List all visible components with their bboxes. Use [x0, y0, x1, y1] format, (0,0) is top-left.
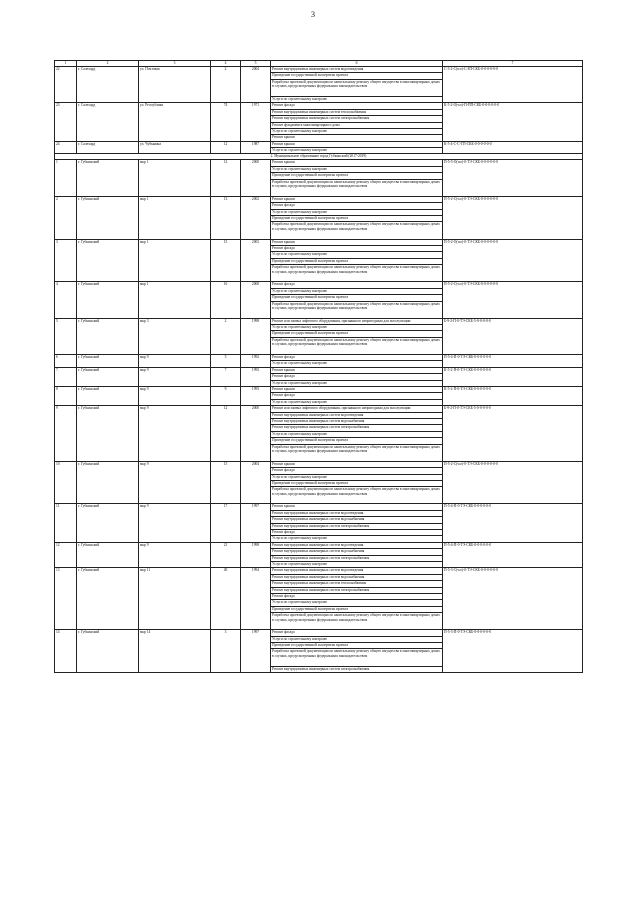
work-type-cell: Ремонт или замена лифтового оборудования, признанного непригодным для эксплуатации: [271, 406, 443, 412]
building-code: П-5-2-С(wo)-0-ТЭ-СКБ-0-0-0-0-0-0: [443, 461, 583, 504]
work-type-cell: Ремонт внутридомовых инженерных систем водоснабжения: [271, 549, 443, 555]
building-code: К-5-2-П-0-ТЭ-СКБ-0-0-0-0-0-0: [443, 387, 583, 406]
city-cell: г. Губкинский: [77, 355, 139, 368]
building-code: К-5-2-П-0-ТЭ-СКБ-0-0-0-0-0-0: [443, 367, 583, 386]
street-cell: мкр 14: [139, 630, 211, 673]
work-type-cell: Ремонт внутридомовых инженерных систем электроснабжения: [271, 587, 443, 593]
house-number: 74: [211, 103, 241, 141]
house-number: 5: [211, 355, 241, 368]
city-cell: г. Салехард: [77, 67, 139, 103]
work-type-cell: Ремонт крыши: [271, 141, 443, 147]
city-cell: г. Губкинский: [77, 196, 139, 239]
column-number-cell: 5: [241, 61, 271, 67]
work-type-cell: Проведение государственной экспертизы проекта: [271, 295, 443, 301]
work-type-cell: Ремонт внутридомовых инженерных систем водоотведения: [271, 542, 443, 548]
work-type-cell: Проведение государственной экспертизы проекта: [271, 331, 443, 337]
work-type-cell: Ремонт фасада: [271, 245, 443, 251]
work-type-cell: Услуги по строительному контролю: [271, 536, 443, 542]
build-year: 1997: [241, 630, 271, 673]
city-cell: г. Салехард: [77, 141, 139, 154]
building-code: П-5-3-С(wo)-0-ТЭ-СКБ-0-0-0-0-0-0: [443, 568, 583, 630]
work-type-cell: Ремонт внутридомовых инженерных систем электроснабжения: [271, 116, 443, 122]
work-type-cell: Услуги по строительному контролю: [271, 166, 443, 172]
row-number: 14: [55, 630, 77, 673]
work-type-cell: Разработка проектной документации по капитальному ремонту общего имущества в многоквартирных домах в случаях, предусмотренных федеральным законодательством: [271, 613, 443, 630]
street-cell: мкр 1: [139, 196, 211, 239]
house-number: 49: [211, 568, 241, 630]
work-type-cell: Услуги по строительному контролю: [271, 474, 443, 480]
building-code: П-5-3-П-0-ТЭ-СКБ-0-0-0-0-0-0: [443, 630, 583, 673]
house-number: 13: [211, 196, 241, 239]
building-code: К-5-4-С-С-ТП-СКБ-0-0-0-0-0-0: [443, 141, 583, 154]
row-number: 9: [55, 406, 77, 462]
building-code: П-5-2-О(wo)-0-ТЭ-СКБ-0-0-0-0-0-0: [443, 239, 583, 282]
city-cell: г. Губкинский: [77, 568, 139, 630]
build-year: 2000: [241, 160, 271, 196]
city-cell: г. Губкинский: [77, 630, 139, 673]
build-year: 1997: [241, 504, 271, 542]
work-type-cell: Ремонт крыши: [271, 387, 443, 393]
work-type-cell: Ремонт фасада: [271, 203, 443, 209]
work-type-cell: Ремонт крыши: [271, 196, 443, 202]
city-cell: г. Губкинский: [77, 387, 139, 406]
work-type-cell: Ремонт внутридомовых инженерных систем электроснабжения: [271, 555, 443, 561]
house-number: 9: [211, 387, 241, 406]
city-cell: г. Губкинский: [77, 406, 139, 462]
house-number: 17: [211, 504, 241, 542]
build-year: 2002: [241, 196, 271, 239]
row-number: 7: [55, 367, 77, 386]
work-type-cell: Услуги по строительному контролю: [271, 128, 443, 134]
row-number: 10: [55, 461, 77, 504]
street-cell: мкр 9: [139, 542, 211, 568]
building-code: Б-9-2-П-0-ТЭ-СКБ-5-0-0-0-0-0: [443, 318, 583, 354]
city-cell: г. Губкинский: [77, 542, 139, 568]
work-type-cell: Разработка проектной документации по капитальному ремонту общего имущества в многоквартирных домах в случаях, предусмотренных федеральным законодательством: [271, 179, 443, 196]
street-cell: мкр 9: [139, 355, 211, 368]
row-number: 23: [55, 103, 77, 141]
row-number: 24: [55, 141, 77, 154]
street-cell: мкр 9: [139, 406, 211, 462]
work-type-cell: Ремонт внутридомовых инженерных систем водоснабжения: [271, 517, 443, 523]
work-type-cell: Ремонт внутридомовых инженерных систем теплоснабжения: [271, 109, 443, 115]
work-type-cell: Ремонт внутридомовых инженерных систем водоотведения: [271, 412, 443, 418]
work-type-cell: Ремонт внутридомовых инженерных систем водоотведения: [271, 67, 443, 73]
city-cell: г. Губкинский: [77, 367, 139, 386]
work-type-cell: Проведение государственной экспертизы проекта: [271, 73, 443, 79]
work-type-cell: Услуги по строительному контролю: [271, 431, 443, 437]
work-type-cell: Ремонт внутридомовых инженерных систем водоснабжения: [271, 574, 443, 580]
column-number-cell: 1: [55, 61, 77, 67]
house-number: 16: [211, 282, 241, 318]
work-type-cell: Ремонт фасада: [271, 468, 443, 474]
row-number: 3: [55, 239, 77, 282]
work-type-cell: Ремонт фасада: [271, 530, 443, 536]
work-type-cell: Ремонт внутридомовых инженерных систем электроснабжения: [271, 523, 443, 529]
city-cell: г. Губкинский: [77, 461, 139, 504]
work-type-cell: Услуги по строительному контролю: [271, 209, 443, 215]
house-number: 2: [211, 67, 241, 103]
work-type-cell: Разработка проектной документации по капитальному ремонту общего имущества в многоквартирных домах в случаях, предусмотренных федеральным законодательством: [271, 444, 443, 461]
work-type-cell: Ремонт фундамента многоквартирного дома: [271, 122, 443, 128]
street-cell: мкр 3: [139, 318, 211, 354]
build-year: 1993: [241, 367, 271, 386]
work-type-cell: Ремонт внутридомовых инженерных систем электроснабжения: [271, 666, 443, 672]
work-type-cell: Проведение государственной экспертизы проекта: [271, 643, 443, 649]
work-type-cell: Разработка проектной документации по капитальному ремонту общего имущества в многоквартирных домах в случаях, предусмотренных федеральным законодательством: [271, 301, 443, 318]
work-type-cell: Проведение государственной экспертизы проекта: [271, 606, 443, 612]
work-type-cell: Ремонт крыши: [271, 160, 443, 166]
work-type-cell: Ремонт крыши: [271, 504, 443, 510]
street-cell: ул. Чубынина: [139, 141, 211, 154]
work-type-cell: Услуги по строительному контролю: [271, 252, 443, 258]
work-type-cell: Проведение государственной экспертизы проекта: [271, 173, 443, 179]
city-cell: г. Губкинский: [77, 160, 139, 196]
work-type-cell: Ремонт фасада: [271, 374, 443, 380]
work-type-cell: Ремонт фасада: [271, 630, 443, 636]
work-type-cell: Проведение государственной экспертизы проекта: [271, 438, 443, 444]
street-cell: мкр 11: [139, 568, 211, 630]
row-number: 12: [55, 542, 77, 568]
work-type-cell: Ремонт крыши: [271, 367, 443, 373]
work-type-cell: Услуги по строительному контролю: [271, 600, 443, 606]
street-cell: мкр 9: [139, 504, 211, 542]
city-cell: г. Салехард: [77, 103, 139, 141]
street-cell: ул. Почтовая: [139, 67, 211, 103]
street-cell: мкр 1: [139, 239, 211, 282]
building-code: С-3-2-С(wo)-С-ЗП-СКБ-0-0-0-0-0-0: [443, 67, 583, 103]
row-number: 5: [55, 318, 77, 354]
column-number-cell: 6: [271, 61, 443, 67]
work-type-cell: Ремонт фасада: [271, 593, 443, 599]
work-type-cell: Разработка проектной документации по капитальному ремонту общего имущества в многоквартирных домах в случаях, предусмотренных федеральным законодательством: [271, 222, 443, 239]
city-cell: г. Губкинский: [77, 504, 139, 542]
work-type-cell: Услуги по строительному контролю: [271, 325, 443, 331]
street-cell: мкр 9: [139, 367, 211, 386]
city-cell: г. Губкинский: [77, 318, 139, 354]
build-year: 1987: [241, 141, 271, 154]
row-number: 6: [55, 355, 77, 368]
street-cell: мкр 1: [139, 160, 211, 196]
row-number: 1: [55, 160, 77, 196]
city-cell: г. Губкинский: [77, 239, 139, 282]
house-number: 12: [211, 141, 241, 154]
work-type-cell: Услуги по строительному контролю: [271, 636, 443, 642]
house-number: 15: [211, 461, 241, 504]
build-year: 1993: [241, 387, 271, 406]
work-type-cell: Услуги по строительному контролю: [271, 399, 443, 405]
column-number-cell: 2: [77, 61, 139, 67]
work-type-cell: Ремонт внутридомовых инженерных систем теплоснабжения: [271, 581, 443, 587]
house-number: 15: [211, 239, 241, 282]
repair-register-table: [54, 60, 583, 673]
house-number: 7: [211, 367, 241, 386]
building-code: П-5-2-С(wo)-0-ТЭ-СКБ-0-0-0-0-0-0: [443, 196, 583, 239]
street-cell: мкр 9: [139, 461, 211, 504]
street-cell: мкр 1: [139, 282, 211, 318]
row-number: 8: [55, 387, 77, 406]
building-code: К-5-2-О(wo)-П-ПП-СКБ-0-0-0-0-0-0: [443, 103, 583, 141]
work-type-cell: Проведение государственной экспертизы проекта: [271, 480, 443, 486]
work-type-cell: Ремонт или замена лифтового оборудования, признанного непригодным для эксплуатации: [271, 318, 443, 324]
column-number-cell: 3: [139, 61, 211, 67]
building-code: П-5-2-С(wo)-0-ТЭ-СКБ-0-0-0-0-0-0: [443, 282, 583, 318]
build-year: 2004: [241, 461, 271, 504]
work-type-cell: Услуги по строительному контролю: [271, 96, 443, 102]
street-cell: ул. Республики: [139, 103, 211, 141]
house-number: 2: [211, 318, 241, 354]
section-title: 2. Муниципальное образование город Губкинский (2017-2019): [55, 154, 583, 160]
row-number: 22: [55, 67, 77, 103]
work-type-cell: Ремонт крыши: [271, 135, 443, 141]
work-type-cell: Ремонт фасада: [271, 282, 443, 288]
work-type-cell: Проведение государственной экспертизы проекта: [271, 216, 443, 222]
row-number: 4: [55, 282, 77, 318]
work-type-cell: Ремонт крыши: [271, 239, 443, 245]
build-year: 1998: [241, 318, 271, 354]
work-type-cell: Ремонт фасада: [271, 355, 443, 361]
house-number: 3: [211, 630, 241, 673]
build-year: 2000: [241, 282, 271, 318]
building-code: П-5-5-О(wo)-0-ТЭ-СКБ-0-0-0-0-0-0: [443, 160, 583, 196]
work-type-cell: Услуги по строительному контролю: [271, 561, 443, 567]
column-number-cell: 7: [443, 61, 583, 67]
work-type-cell: Ремонт внутридомовых инженерных систем водоснабжения: [271, 418, 443, 424]
build-year: 1994: [241, 568, 271, 630]
street-cell: мкр 9: [139, 387, 211, 406]
work-type-cell: Ремонт фасада: [271, 103, 443, 109]
work-type-cell: Ремонт внутридомовых инженерных систем электроснабжения: [271, 425, 443, 431]
house-number: 12: [211, 406, 241, 462]
column-number-cell: 4: [211, 61, 241, 67]
row-number: 11: [55, 504, 77, 542]
work-type-cell: Ремонт внутридомовых инженерных систем водоотведения: [271, 510, 443, 516]
work-type-cell: Ремонт внутридомовых инженерных систем водоотведения: [271, 568, 443, 574]
build-year: 1992: [241, 355, 271, 368]
city-cell: г. Губкинский: [77, 282, 139, 318]
house-number: 21: [211, 542, 241, 568]
work-type-cell: Услуги по строительному контролю: [271, 361, 443, 367]
building-code: П-5-4-П-0-ТЭ-СКБ-0-0-0-0-0-0: [443, 504, 583, 542]
work-type-cell: Ремонт фасада: [271, 393, 443, 399]
build-year: 2003: [241, 239, 271, 282]
work-type-cell: Услуги по строительному контролю: [271, 380, 443, 386]
work-type-cell: Разработка проектной документации по капитальному ремонту общего имущества в многоквартирных домах в случаях, предусмотренных федеральным законодательством: [271, 487, 443, 504]
house-number: 12: [211, 160, 241, 196]
row-number: 13: [55, 568, 77, 630]
row-number: 2: [55, 196, 77, 239]
work-type-cell: Разработка проектной документации по капитальному ремонту общего имущества в многоквартирных домах в случаях, предусмотренных федеральным законодательством: [271, 79, 443, 96]
work-type-cell: Разработка проектной документации по капитальному ремонту общего имущества в многоквартирных домах в случаях, предусмотренных федеральным законодательством: [271, 649, 443, 666]
building-code: П-5-4-П-0-ТЭ-СКБ-0-0-0-0-0-0: [443, 355, 583, 368]
work-type-cell: Проведение государственной экспертизы проекта: [271, 258, 443, 264]
work-type-cell: Разработка проектной документации по капитальному ремонту общего имущества в многоквартирных домах в случаях, предусмотренных федеральным законодательством: [271, 265, 443, 282]
build-year: 1971: [241, 103, 271, 141]
work-type-cell: Разработка проектной документации по капитальному ремонту общего имущества в многоквартирных домах в случаях, предусмотренных федеральным законодательством: [271, 337, 443, 354]
work-type-cell: Услуги по строительному контролю: [271, 148, 443, 154]
building-code: П-5-4-П-0-ТЭ-СКБ-0-0-0-0-0-0: [443, 542, 583, 568]
work-type-cell: Ремонт крыши: [271, 461, 443, 467]
building-code: Б-9-2-П-0-ТЭ-СКБ-5-0-0-0-0-0: [443, 406, 583, 462]
build-year: 1998: [241, 542, 271, 568]
work-type-cell: Услуги по строительному контролю: [271, 288, 443, 294]
build-year: 2000: [241, 406, 271, 462]
build-year: 2004: [241, 67, 271, 103]
page-number: 3: [311, 10, 315, 19]
